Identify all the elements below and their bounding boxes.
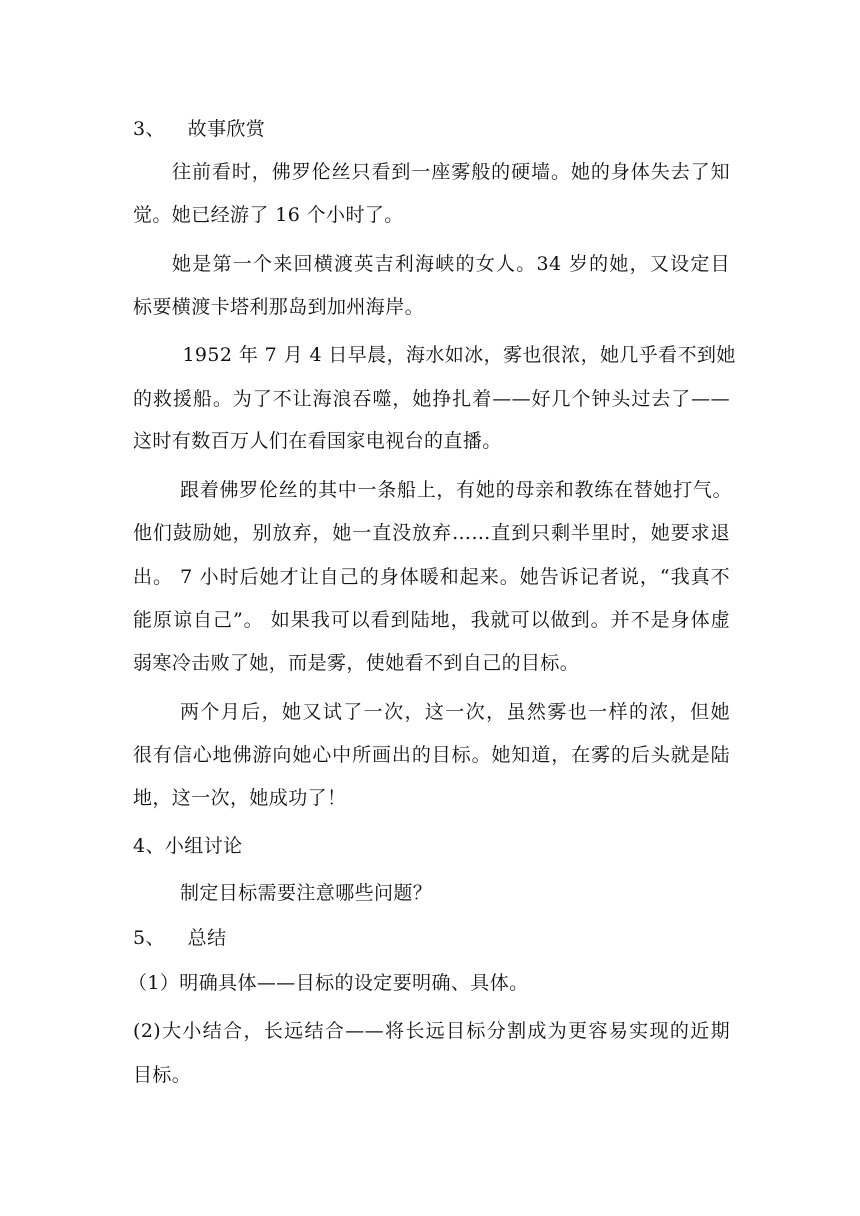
- story-paragraph-4-line-3: 出。 7 小时后她才让自己的身体暖和起来。她告诉记者说，“我真不: [133, 566, 730, 588]
- story-paragraph-4-line-4: 能原谅自己”。 如果我可以看到陆地，我就可以做到。并不是身体虚: [133, 609, 730, 631]
- discussion-question: 制定目标需要注意哪些问题？: [180, 882, 433, 904]
- story-paragraph-5-line-2: 很有信心地佛游向她心中所画出的目标。她知道，在雾的后头就是陆: [133, 744, 730, 766]
- story-paragraph-1-line-1: 往前看时，佛罗伦丝只看到一座雾般的硬墙。她的身体失去了知: [172, 161, 730, 183]
- story-paragraph-4-line-2: 他们鼓励她，别放弃，她一直没放弃……直到只剩半里时，她要求退: [133, 522, 730, 544]
- story-paragraph-5-line-1: 两个月后，她又试了一次，这一次，虽然雾也一样的浓，但她: [180, 701, 730, 723]
- story-paragraph-3-line-1: 1952 年 7 月 4 日早晨，海水如冰，雾也很浓，她几乎看不到她: [176, 344, 736, 366]
- summary-item-2-line-2: 目标。: [133, 1064, 192, 1086]
- section-3-heading: 3、 故事欣赏: [133, 118, 266, 140]
- story-paragraph-4-line-1: 跟着佛罗伦丝的其中一条船上，有她的母亲和教练在替她打气。: [180, 479, 732, 501]
- section-5-heading: 5、 总结: [133, 927, 227, 949]
- summary-item-1: （1）明确具体——目标的设定要明确、具体。: [128, 972, 529, 994]
- section-4-heading: 4、小组讨论: [133, 835, 243, 857]
- story-paragraph-4-line-5: 弱寒冷击败了她，而是雾，使她看不到自己的目标。: [133, 652, 580, 674]
- story-paragraph-5-line-3: 地，这一次，她成功了！: [133, 787, 347, 809]
- story-paragraph-3-line-3: 这时有数百万人们在看国家电视台的直播。: [133, 430, 502, 452]
- story-paragraph-2-line-2: 标要横渡卡塔利那岛到加州海岸。: [133, 296, 425, 318]
- story-paragraph-2-line-1: 她是第一个来回横渡英吉利海峡的女人。34 岁的她，又设定目: [172, 253, 730, 275]
- summary-item-2-line-1: (2)大小结合，长远结合——将长远目标分割成为更容易实现的近期: [133, 1020, 730, 1042]
- story-paragraph-3-line-2: 的救援船。为了不让海浪吞噬，她挣扎着——好几个钟头过去了——: [133, 388, 730, 410]
- story-paragraph-1-line-2: 觉。她已经游了 16 个小时了。: [133, 204, 404, 226]
